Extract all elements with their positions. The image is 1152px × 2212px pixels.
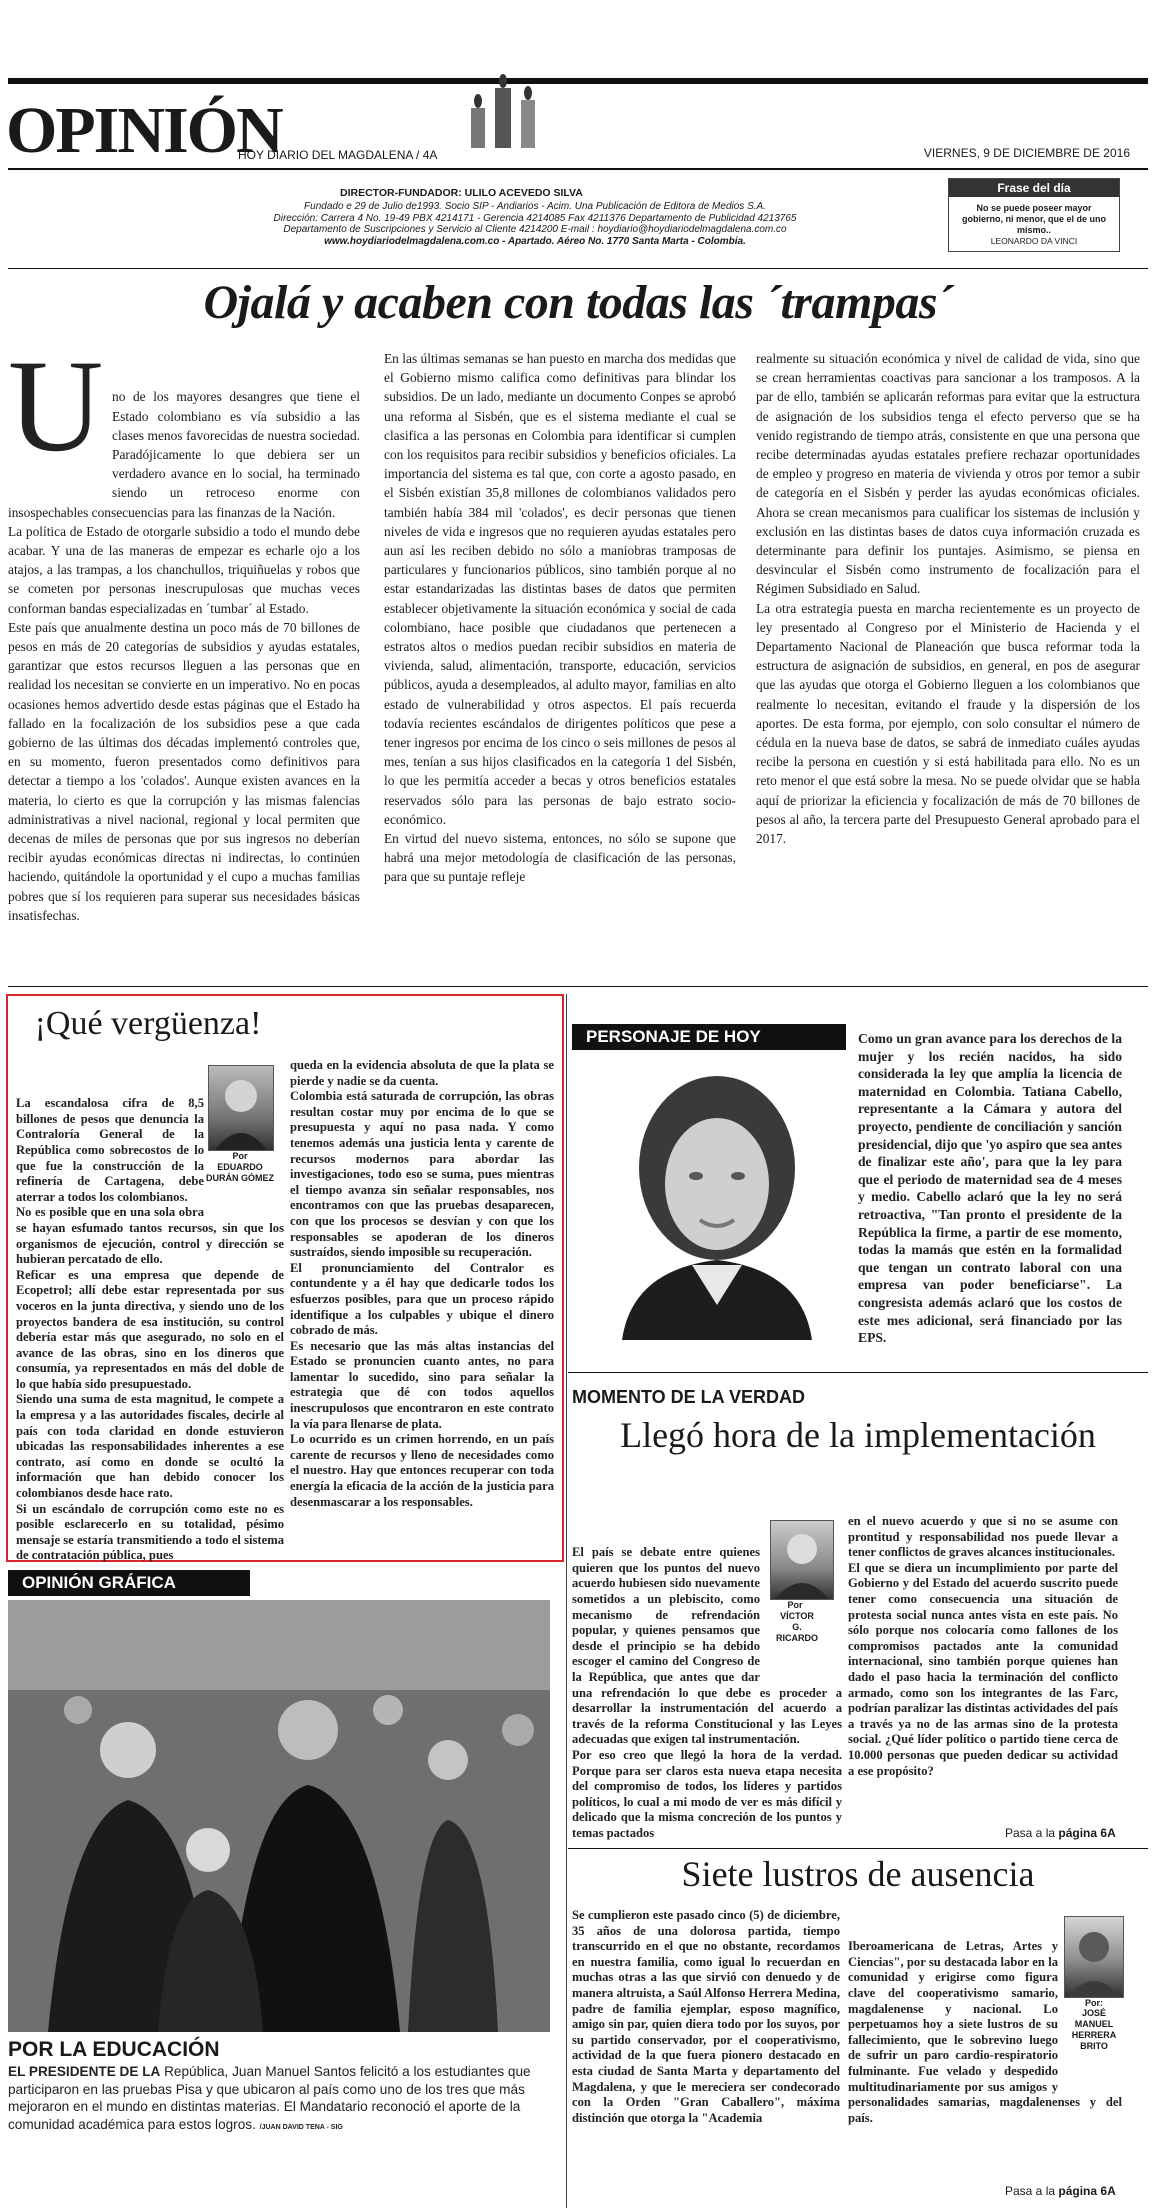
dropcap-spacer <box>8 368 112 485</box>
momento-rule <box>568 1848 1148 1849</box>
momento-pasa <box>1005 1826 1116 1840</box>
pasa-link[interactable]: página 6A <box>1058 2184 1116 2198</box>
byline-herrera: JOSÉ MANUEL HERRERA BRITO <box>1071 2008 1117 2051</box>
byline-ricardo: VÍCTOR G. RICARDO <box>776 1611 818 1643</box>
lustros-col1: Se cumplieron este pasado cinco (5) de diciembre, 35 años de una dolorosa partida, tiempo transcurrido en el que no obstante, recordamos en nuestra familia, como igual lo recuerdan en muchas otras a las que sirvió con denuedo y de manera altruista, a Saúl Alfonso Herrera Medina, padre de familia ejemplar, esposo magnífico, amigo sin par, quien diera todo por los suyos, por su partido conservador, por el cooperativismo, actividad de la que fuera pionero destacado en esta ciudad de Santa Marta y departamento del Magdalena, y que le mereciera ser condecorado con la Orden "Gran Caballero", máxima distinción que otorga la "Academia <box>572 1908 840 2125</box>
verguenza-col1-text: La escandalosa cifra de 8,5 billones de pesos que denuncia la Contraloría General de la República como sobrecostos de lo que fue la construcción de la refinería de Cartagena, debe aterrar a todos los colombianos. No es posible que en una sola obra se hayan esfumado tantos recursos, sin que los organismos de ejecución, control y dirección se hubieran percatado de ello. Reficar es una empresa que depende de Ecopetrol; allí debe estar representada por sus voceros en la junta directiva, y siendo uno de los proyectos bandera de esa institución, su control debería estar más que asegurado, no solo en el avance de las obras, sino en los dineros que consumía, ya representados en más del doble de lo que había sido presupuestado. Siendo una suma de esta magnitud, le compete a la empresa y a las autoridades fiscales, decirle al país con toda claridad en donde estuvieron ubicadas las responsabilidades inherentes a ese contrato, así como en donde se ocultó la información que han debido conocer los colombianos desde hace rato. Si un escándalo de corrupción como este no es posible esclarecerlo en su totalidad, pésimo mensaje se estaría transmitiendo a todo el sistema de contratación pública, pues <box>16 1096 284 1563</box>
phrase-box <box>948 178 1120 252</box>
lustros-pasa <box>1005 2184 1116 2198</box>
info-line: Departamento de Suscripciones y Servicio al Cliente 4214200 E-mail : hoydiario@hoydiariodelmagdalena.com.co <box>283 224 787 235</box>
info-line: Dirección: Carrera 4 No. 19-49 PBX 4214171 - Gerencia 4214085 Fax 4211376 Departamento de Publicidad 4213765 <box>273 212 797 224</box>
photo-spacer <box>760 1530 842 1684</box>
momento-label: MOMENTO DE LA VERDAD <box>572 1387 806 1407</box>
phrase-text: No se puede poseer mayor gobierno, ni menor, que el de uno mismo.. <box>961 203 1106 235</box>
editorial-title: Ojalá y acaben con todas las ´trampas´ <box>203 276 953 329</box>
momento-col1 <box>572 1514 842 1840</box>
byline-por: Por <box>787 1600 803 1610</box>
byline-por: Por: <box>1085 1998 1103 2008</box>
photo-credit: /JUAN DAVID TENA - SIG <box>259 2123 343 2131</box>
masthead-bottom-rule <box>8 268 1148 269</box>
photo-spacer <box>1058 1924 1122 2082</box>
pasa-prefix: Pasa a la <box>1005 1826 1056 1840</box>
pasa-prefix: Pasa a la <box>1005 2184 1056 2198</box>
grafica-caption-title: POR LA EDUCACIÓN <box>8 2038 220 2061</box>
verguenza-title: ¡Qué vergüenza! <box>34 1005 262 1042</box>
momento-col2: en el nuevo acuerdo y que si no se asume con prontitud y responsabilidad nos puede llevar a tener conflictos de graves alcances institucionales. El que se diera un incumplimiento por parte del Gobierno y del Estado del acuerdo suscrito puede tener como consecuencia una situación de protesta social nunca antes vista en este país. No sólo porque nos colocaría como fallones de los compromisos pactados ante la comunidad internacional, sino también porque quienes han dado el paso hacia la terminación del conflicto armado, como son los integrantes de las Farc, podrían paralizar las distintas actividades del país a través ya no de las armas sino de la protesta social. ¿Qué líder político o partido tiene cerca de 10.000 personas que pueden dedicar su actividad a ese propósito? <box>848 1514 1118 1778</box>
caption-lead: EL PRESIDENTE DE LA <box>8 2064 161 2079</box>
drop-cap: U <box>8 332 104 479</box>
byline-por: Por <box>232 1151 248 1161</box>
paper-page-label: HOY DIARIO DEL MAGDALENA / 4A <box>238 148 438 162</box>
masthead-rule <box>8 168 1148 170</box>
verguenza-col1 <box>16 1065 284 1563</box>
grafica-photo <box>8 1600 550 2032</box>
personaje-label: PERSONAJE DE HOY <box>572 1024 846 1050</box>
info-line: www.hoydiariodelmagdalena.com.co - Apartado. Aéreo No. 1770 Santa Marta - Colombia. <box>324 235 746 247</box>
personaje-photo <box>592 1060 842 1340</box>
verguenza-col2: queda en la evidencia absoluta de que la plata se pierde y nadie se da cuenta. Colombia está saturada de corrupción, las obras resultan costar muy por encima de lo que se presupuesta y aquí no pasa nada. Y como tenemos además una justicia lenta y carente de recursos modernos para abordar las investigaciones, todo eso se suma, pues mientras el tiempo avanza sin señalar responsables, nos encontramos con que las pruebas desaparecen, con que los procesos se desvían y con que los responsables se apoderan de los dineros sustraídos, siendo imposible su recuperación. El pronunciamiento del Contralor es contundente y a él hay que dedicarle todos los esfuerzos posibles, para que un proceso rápido identifique a los culpables y ubique el dinero cobrado de más. Es necesario que las más altas instancias del Estado se pronuncien cuanto antes, no para lamentar lo sucedido, sino para señalar la estrategia que dé con todos aquellos inescrupulosos que encontraron en este contrato la vía para llenarse de plata. Lo ocurrido es un crimen horrendo, en un país carente de recursos y lleno de necesidades como el nuestro. Hay que entonces recuperar con toda energía la eficacia de la acción de la justicia para desenmascarar a los responsables. <box>290 1058 554 1509</box>
masthead-info <box>185 201 885 247</box>
pasa-link[interactable]: página 6A <box>1058 1826 1116 1840</box>
editorial-col1-text: no de los mayores desangres que tiene el Estado colombiano es vía subsidio a las clases menos favorecidas de nuestra sociedad. Paradójicamente lo que debiera ser un verdadero avance en lo social, ha terminado siendo un retroceso enorme con insospechables consecuencias para las finanzas de la Nación. La política de Estado de otorgarle subsidio a todo el mundo debe acabar. Y una de las maneras de empezar es echarle ojo a los atajos, a las trampas, a los chanchullos, triquiñuelas y robos que se cometen por personas inescrupulosas que muchas veces conforman bandas especializadas en ´tumbar´ al Estado. Este país que anualmente destina un poco más de 70 billones de pesos en más de 20 categorías de subsidios y ayudas estatales, garantizar que estos recursos lleguen a las personas que en realidad los necesitan se convierte en un imperativo. No en pocas ocasiones hemos advertido desde estas páginas que el Estado ha fallado en la focalización de los subsidios pese a que cada gobierno de las últimas dos décadas implementó controles que, en su momento, fueron presentados como definitivos para detectar a tiempo a los 'colados'. Aunque existen avances en la materia, lo cierto es que la corrupción y las mismas falencias administrativas a nivel nacional, regional y local permiten que decenas de miles de personas que por sus ingresos no deberían recibir ayudas económicas directas ni indirectas, lo continúen haciendo, quitándole la oportunidad y el cupo a muchas familias pobres que sí los requieren para superar sus necesidades básicas insatisfechas. <box>8 389 360 923</box>
photo-spacer <box>204 1081 284 1221</box>
lustros-col2-text: Iberoamericana de Letras, Artes y Ciencias", por su destacada labor en la comunidad y erigirse como figura clave del cooperativismo samario, magdalenense y nacional. Lo perpetuamos hoy a siete lustros de su fallecimiento, que le sobrevino luego de sufrir un paro cardio-respiratorio fulminante. Fue velado y despedido multitudinariamente por sus amigos y personalidades samarias, magdalenenses y del país. <box>848 1939 1122 2125</box>
candles-ornament <box>465 74 545 150</box>
momento-col1-text: El país se debate entre quienes quieren que los puntos del nuevo acuerdo hubiesen sido nuevamente sometidos a un plebiscito, como mecanismo de refrendación popular, y quienes pensamos que desde el principio se ha debido escoger el camino del Congreso de la República, que antes que dar una refrendación lo que debe es proceder a desarrollar la instrumentación del acuerdo a través de la reforma Constitucional y las Leyes adecuadas que exigen tal instrumentación. Por eso creo que llegó la hora de la verdad. Porque para ser claros esta nueva etapa necesita del compromiso de todos, los líderes y partidos políticos, lo cual a mi modo de ver es más difícil y delicado que la misma concreción de los puntos y temas pactados <box>572 1545 842 1840</box>
phrase-author: LEONARDO DA VINCI <box>990 236 1078 246</box>
editorial-bottom-rule <box>8 986 1148 987</box>
byline-duran: EDUARDO DURÁN GÓMEZ <box>206 1162 274 1183</box>
editorial-col3: realmente su situación económica y nivel de calidad de vida, sino que se crean herramientas coactivas para sancionar a los tramposos. A la par de ello, también se aplicarán reformas para evitar que la estructura de asignación de los subsidios tenga el efecto perverso que se ha venido registrando de tiempo atrás, consistente en que una persona que recibe determinadas ayudas estatales prefiere rechazar oportunidades de empleo y progreso en materia de vivienda y otros por temor a subir de categoría en el Sisbén y perder las ayudas económicas oficiales. Ahora se crean mecanismos para cualificar los sistemas de inclusión y exclusión en las distintas bases de datos cuya información cruzada es determinante para definir los puntajes. Asimismo, se piensa en desvincular el Sisbén como instrumento de focalización para el Régimen Subsidiado en Salud. La otra estrategia puesta en marcha recientemente es un proyecto de ley presentado al Congreso por el Ministerio de Hacienda y el Departamento Nacional de Planeación que busca reformar toda la estructura de asignación de subsidios, en general, en pos de asegurar que las ayudas que otorga el Gobierno lleguen a los colombianos que realmente lo necesitan, evitando el fraude y la dispersión de los aportes. De esta forma, por ejemplo, con solo consultar el número de cédula en la nueva base de datos, se sabrá de inmediato cuáles ayudas recibe la persona en cuestión y si está habilitada para ello. No es un reto menor el que está sobre la mesa. No se puede olvidar que se habla aquí de priorizar la eficiencia y focalización de más de 70 billones de pesos al año, la tercera parte del Presupuesto General aprobado para el 2017. <box>756 351 1140 847</box>
caption-text: República, Juan Manuel Santos felicitó a los estudiantes que participaron en las pruebas Pisa y que ubicaron al país como uno de los tres que más mejoraron en el mundo en distintas materias. El Mandatario reconoció el aporte de la comunidad académica para estos logros. <box>8 2064 531 2132</box>
section-title: OPINIÓN <box>6 94 282 167</box>
personaje-text: Como un gran avance para los derechos de la mujer y los recién nacidos, ha sido considerada la ley que amplía la licencia de maternidad en Colombia. Tatiana Cabello, representante a la Cámara y autora del proyecto, pendiente de conciliación y sanción presidencial, dijo que 'yo aspiro que sea antes de finalizar este año', para que la ley para que el periodo de maternidad sea de 4 meses y medio. Cabello aclaró que la ley no será retroactiva, "Tan pronto el presidente de la República la firme, a partir de ese momento, todas la mamás que estén en la formalidad que tengan un contrato laboral con una empresa van poder beneficiarse". La congresista además aclaró que los costos de este mes adicional, será financiado por las EPS. <box>858 1031 1122 1346</box>
top-rule <box>8 78 1148 84</box>
director-line: DIRECTOR-FUNDADOR: ULILO ACEVEDO SILVA <box>340 187 583 199</box>
issue-date: VIERNES, 9 DE DICIEMBRE DE 2016 <box>923 146 1130 160</box>
info-line: Fundado e 29 de Julio de1993. Socio SIP - Andiarios - Acim. Una Publicación de Editora de Medios S.A. <box>304 201 766 212</box>
vertical-divider <box>566 994 567 2208</box>
editorial-col1 <box>8 332 360 979</box>
grafica-caption <box>8 2063 552 2136</box>
lustros-col2 <box>848 1908 1122 2156</box>
grafica-label: OPINIÓN GRÁFICA <box>8 1570 250 1596</box>
phrase-title: Frase del día <box>949 179 1119 197</box>
momento-title: Llegó hora de la implementación <box>620 1415 1096 1455</box>
editorial-col2: En las últimas semanas se han puesto en marcha dos medidas que el Gobierno mismo califica como definitivas para blindar los subsidios. De un lado, mediante un documento Conpes se aprobó una reforma al Sisbén, que es el sistema mediante el cual se clasifica a las personas en Colombia para identificar si cumplen con los requisitos para recibir subsidios y beneficios oficiales. La importancia del sistema es tal que, con corte a agosto pasado, en el Sisbén existían 35,8 millones de colombianos validados pero también había 384 mil 'colados', es decir personas que tienen niveles de vida e ingresos que no requieren ayudas estatales pero aun así les reciben debido no sólo a maniobras tramposas de particulares y funcionarios públicos, sino también porque al no estar estandarizadas las distintas bases de datos que permiten establecer objetivamente la situación económica y social de cada colombiano, hace posible que ciudadanos que pertenecen a estratos altos o medios puedan recibir subsidios en materia de vivienda, salud, alimentación, transporte, educación, servicios públicos, ayuda a desempleados, al adulto mayor, familias en alto estado de vulnerabilidad y otros aspectos. El país recuerda todavía recientes escándalos de dirigentes políticos que pese a tener ingresos por encima de los cinco o seis millones de pesos al mes, tenían a sus hijos clasificados en la categoría 1 del Sisbén, lo que les permitía acceder a becas y otros beneficios estatales reservados sólo para las personas de bajo estrato socio-económico. En virtud del nuevo sistema, entonces, no sólo se supone que habrá una mejor metodología de clasificación de las personas, para que su puntaje refleje <box>384 351 736 885</box>
lustros-title: Siete lustros de ausencia <box>681 1854 1035 1894</box>
personaje-rule <box>568 1372 1148 1373</box>
